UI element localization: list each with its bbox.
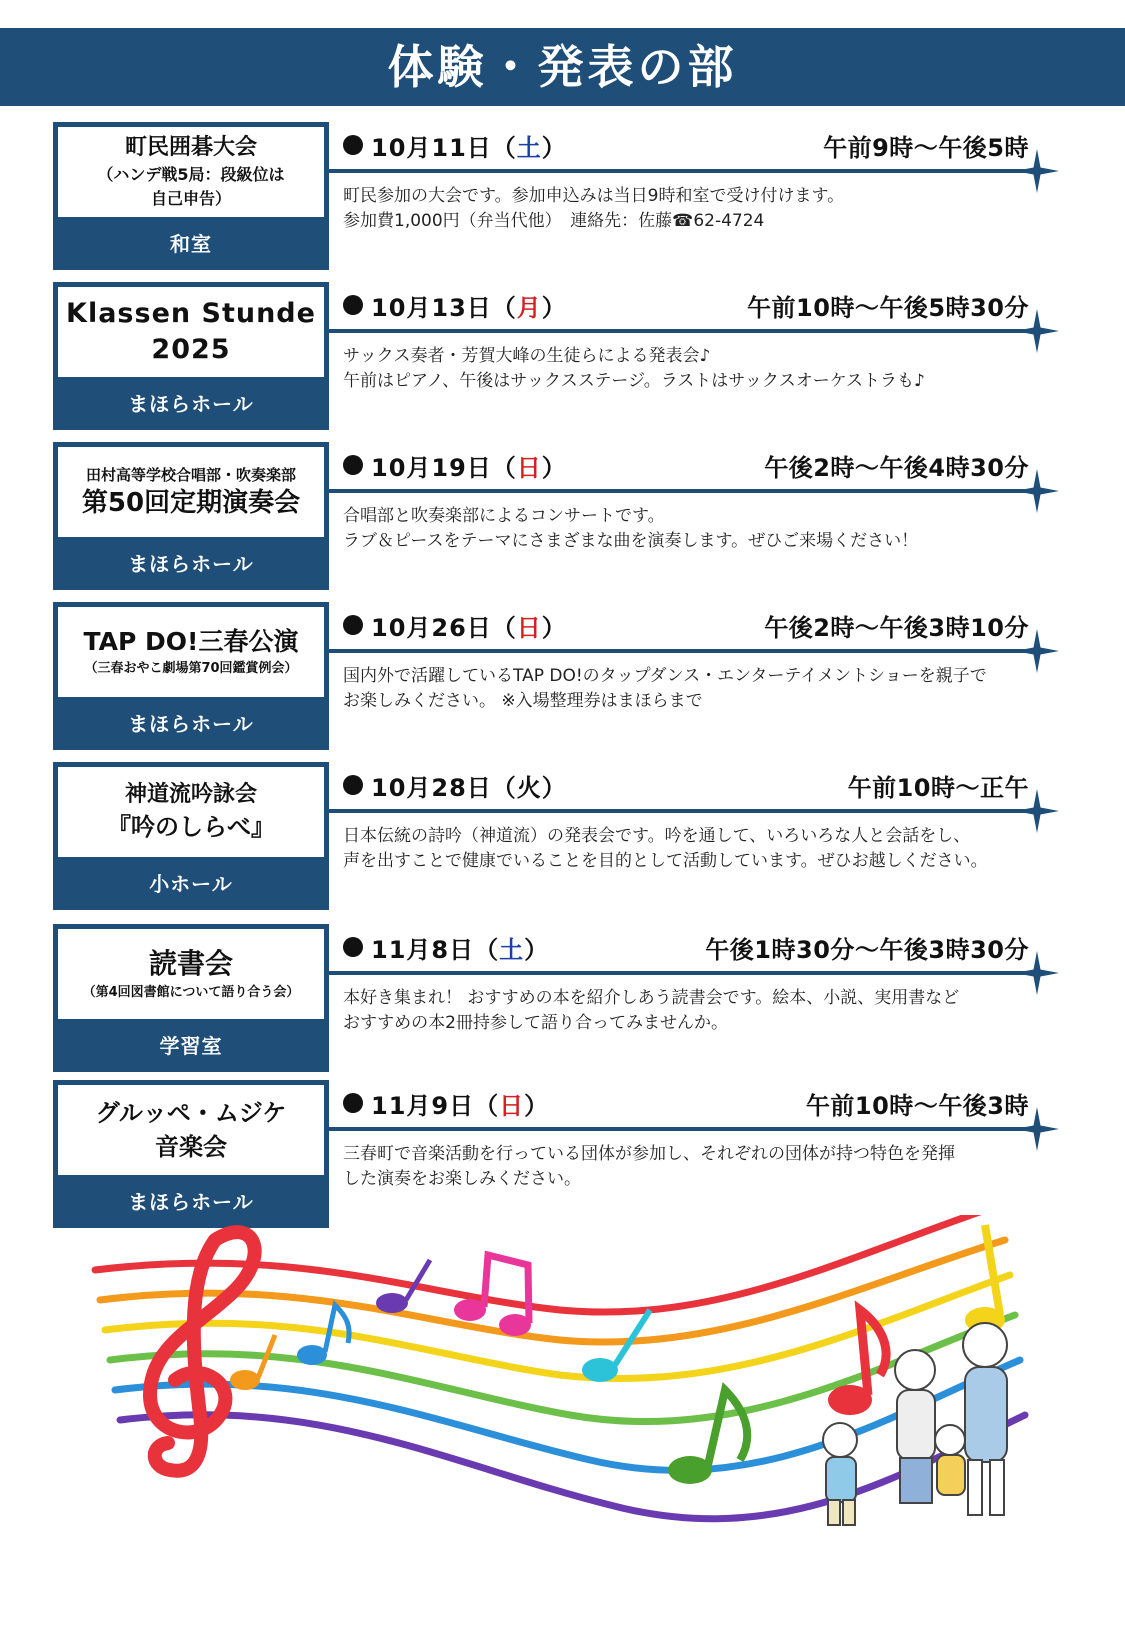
- event-time: 午後2時～午後4時30分: [764, 453, 1029, 482]
- event-title: 町民囲碁大会: [124, 135, 257, 160]
- event-time: 午前10時～正午: [847, 773, 1029, 802]
- event-day: 日: [516, 453, 542, 482]
- event-title-box: [53, 442, 329, 590]
- event-venue: まほらホール: [128, 1190, 254, 1214]
- event-day: 土: [499, 935, 525, 964]
- event-date: 11月9日: [371, 1091, 475, 1120]
- event-go-tournament: 町民囲碁大会 （ハンデ戦5局：段級位は 自己申告） 和室 10月11日 （ 土 ） 午前9時～午後5時 町民参加の大会です。参加申込みは当日9時和室で受け付けます。 参加費1,000円（弁当代他） 連絡先：佐藤☎62-4724: [53, 122, 1083, 270]
- event-title: グルッペ・ムジケ: [95, 1099, 287, 1127]
- event-time: 午後2時～午後3時10分: [764, 613, 1029, 642]
- event-title-box: [53, 762, 329, 910]
- event-description: 町民参加の大会です。参加申込みは当日9時和室で受け付けます。 参加費1,000円（弁当代他） 連絡先：佐藤☎62-4724: [343, 186, 845, 231]
- event-description: 合唱部と吹奏楽部によるコンサートです。 ラブ＆ピースをテーマにさまざまな曲を演奏します。ぜひご来場ください！: [343, 506, 919, 551]
- event-time: 午前10時～午後5時30分: [747, 293, 1029, 322]
- event-day: 月: [516, 293, 542, 322]
- event-description: 日本伝統の詩吟（神道流）の発表会です。吟を通して、いろいろな人と会話をし、 声を出すことで健康でいることを目的として活動しています。ぜひお越しください。: [343, 826, 988, 871]
- event-title: 神道流吟詠会: [124, 782, 257, 807]
- event-description: 三春町で音楽活動を行っている団体が参加し、それぞれの団体が持つ特色を発揮 した演奏をお楽しみください。: [343, 1144, 955, 1189]
- event-date: 10月13日: [371, 293, 492, 322]
- event-subtitle-2: 自己申告）: [150, 189, 231, 208]
- event-venue: まほらホール: [128, 392, 254, 416]
- event-title-box: [53, 924, 329, 1072]
- event-time: 午前10時～午後3時: [805, 1091, 1029, 1120]
- event-title-box: [53, 602, 329, 750]
- event-organizer: 田村高等学校合唱部・吹奏楽部: [85, 466, 296, 484]
- music-illustration: [0, 1215, 1125, 1625]
- event-day: 火: [516, 773, 542, 802]
- divider-line: [329, 329, 1041, 333]
- event-title-box: [53, 122, 329, 270]
- bullet-icon: [343, 775, 363, 795]
- event-day: 土: [516, 133, 542, 162]
- event-venue: 小ホール: [149, 872, 233, 896]
- divider-line: [329, 809, 1041, 813]
- event-title-2: 『吟のしらべ』: [107, 813, 275, 841]
- divider-line: [329, 169, 1041, 173]
- event-gruppe-musike: グルッペ・ムジケ 音楽会 まほらホール 11月9日 （ 日 ） 午前10時～午後3時 三春町で音楽活動を行っている団体が参加し、それぞれの団体が持つ特色を発揮 した演奏をお楽しみください。: [53, 1080, 1083, 1228]
- event-tamura-concert: 田村高等学校合唱部・吹奏楽部 第50回定期演奏会 まほらホール 10月19日 （ 日 ） 午後2時～午後4時30分 合唱部と吹奏楽部によるコンサートです。 ラブ＆ピースをテーマにさまざまな曲を演奏します。ぜひご来場ください！: [53, 442, 1083, 590]
- event-reading-club: 読書会 （第4回図書館について語り合う会） 学習室 11月8日 （ 土 ） 午後1時30分～午後3時30分 本好き集まれ！ おすすめの本を紹介しあう読書会です。絵本、小説、実用書など おすすめの本2冊持参して語り合ってみませんか。: [53, 924, 1083, 1072]
- event-subtitle: （第4回図書館について語り合う会）: [82, 985, 300, 1000]
- divider-line: [329, 489, 1041, 493]
- bullet-icon: [343, 1093, 363, 1113]
- divider-line: [329, 971, 1041, 975]
- family-illustration: [823, 1323, 1007, 1525]
- music-note-icon: [230, 1225, 1005, 1484]
- bullet-icon: [343, 295, 363, 315]
- event-title: 第50回定期演奏会: [81, 488, 301, 518]
- event-day: 日: [516, 613, 542, 642]
- bullet-icon: [343, 615, 363, 635]
- event-time: 午前9時～午後5時: [823, 133, 1029, 162]
- event-title-box: [53, 282, 329, 430]
- event-subtitle: （三春おやこ劇場第70回鑑賞例会）: [84, 661, 298, 676]
- event-venue: まほらホール: [128, 552, 254, 576]
- event-day: 日: [499, 1091, 525, 1120]
- event-title-2: 音楽会: [155, 1133, 227, 1161]
- bullet-icon: [343, 135, 363, 155]
- event-description: 国内外で活躍しているTAP DO!のタップダンス・エンターテイメントショーを親子で お楽しみください。 ※入場整理券はまほらまで: [343, 666, 987, 711]
- event-shindoryu-ginei: 神道流吟詠会 『吟のしらべ』 小ホール 10月28日 （ 火 ） 午前10時～正午 日本伝統の詩吟（神道流）の発表会です。吟を通して、いろいろな人と会話をし、 声を出すことで健康でいることを目的として活動しています。ぜひお越しください。: [53, 762, 1083, 910]
- event-description: サックス奏者・芳賀大峰の生徒らによる発表会♪ 午前はピアノ、午後はサックスステージ。ラストはサックスオーケストラも♪: [343, 346, 925, 391]
- event-date: 11月8日: [371, 935, 475, 964]
- event-venue: 学習室: [159, 1034, 223, 1058]
- divider-line: [329, 649, 1041, 653]
- event-title: Klassen Stunde: [66, 298, 316, 329]
- bullet-icon: [343, 937, 363, 957]
- event-date: 10月26日: [371, 613, 492, 642]
- event-title: 読書会: [148, 947, 233, 980]
- event-title-box: [53, 1080, 329, 1228]
- divider-line: [329, 1127, 1041, 1131]
- event-date: 10月11日: [371, 133, 492, 162]
- event-date: 10月28日: [371, 773, 492, 802]
- bullet-icon: [343, 455, 363, 475]
- event-date: 10月19日: [371, 453, 492, 482]
- event-time: 午後1時30分～午後3時30分: [705, 935, 1029, 964]
- event-title-2: 2025: [151, 334, 231, 365]
- event-tap-do: TAP DO!三春公演 （三春おやこ劇場第70回鑑賞例会） まほらホール 10月26日 （ 日 ） 午後2時～午後3時10分 国内外で活躍しているTAP DO!のタップダンス・エンターテイメントショーを親子で お楽しみください。 ※入場整理券はまほらまで: [53, 602, 1083, 750]
- event-venue: まほらホール: [128, 712, 254, 736]
- event-title: TAP DO!三春公演: [83, 627, 299, 656]
- event-subtitle: （ハンデ戦5局：段級位は: [97, 165, 285, 184]
- event-description: 本好き集まれ！ おすすめの本を紹介しあう読書会です。絵本、小説、実用書など おすすめの本2冊持参して語り合ってみませんか。: [343, 988, 960, 1033]
- event-klassen-stunde: Klassen Stunde 2025 まほらホール 10月13日 （ 月 ） 午前10時～午後5時30分 サックス奏者・芳賀大峰の生徒らによる発表会♪ 午前はピアノ、午後はサックスステージ。ラストはサックスオーケストラも♪: [53, 282, 1083, 430]
- event-venue: 和室: [170, 232, 212, 256]
- page-title: 体験・発表の部: [0, 28, 1125, 106]
